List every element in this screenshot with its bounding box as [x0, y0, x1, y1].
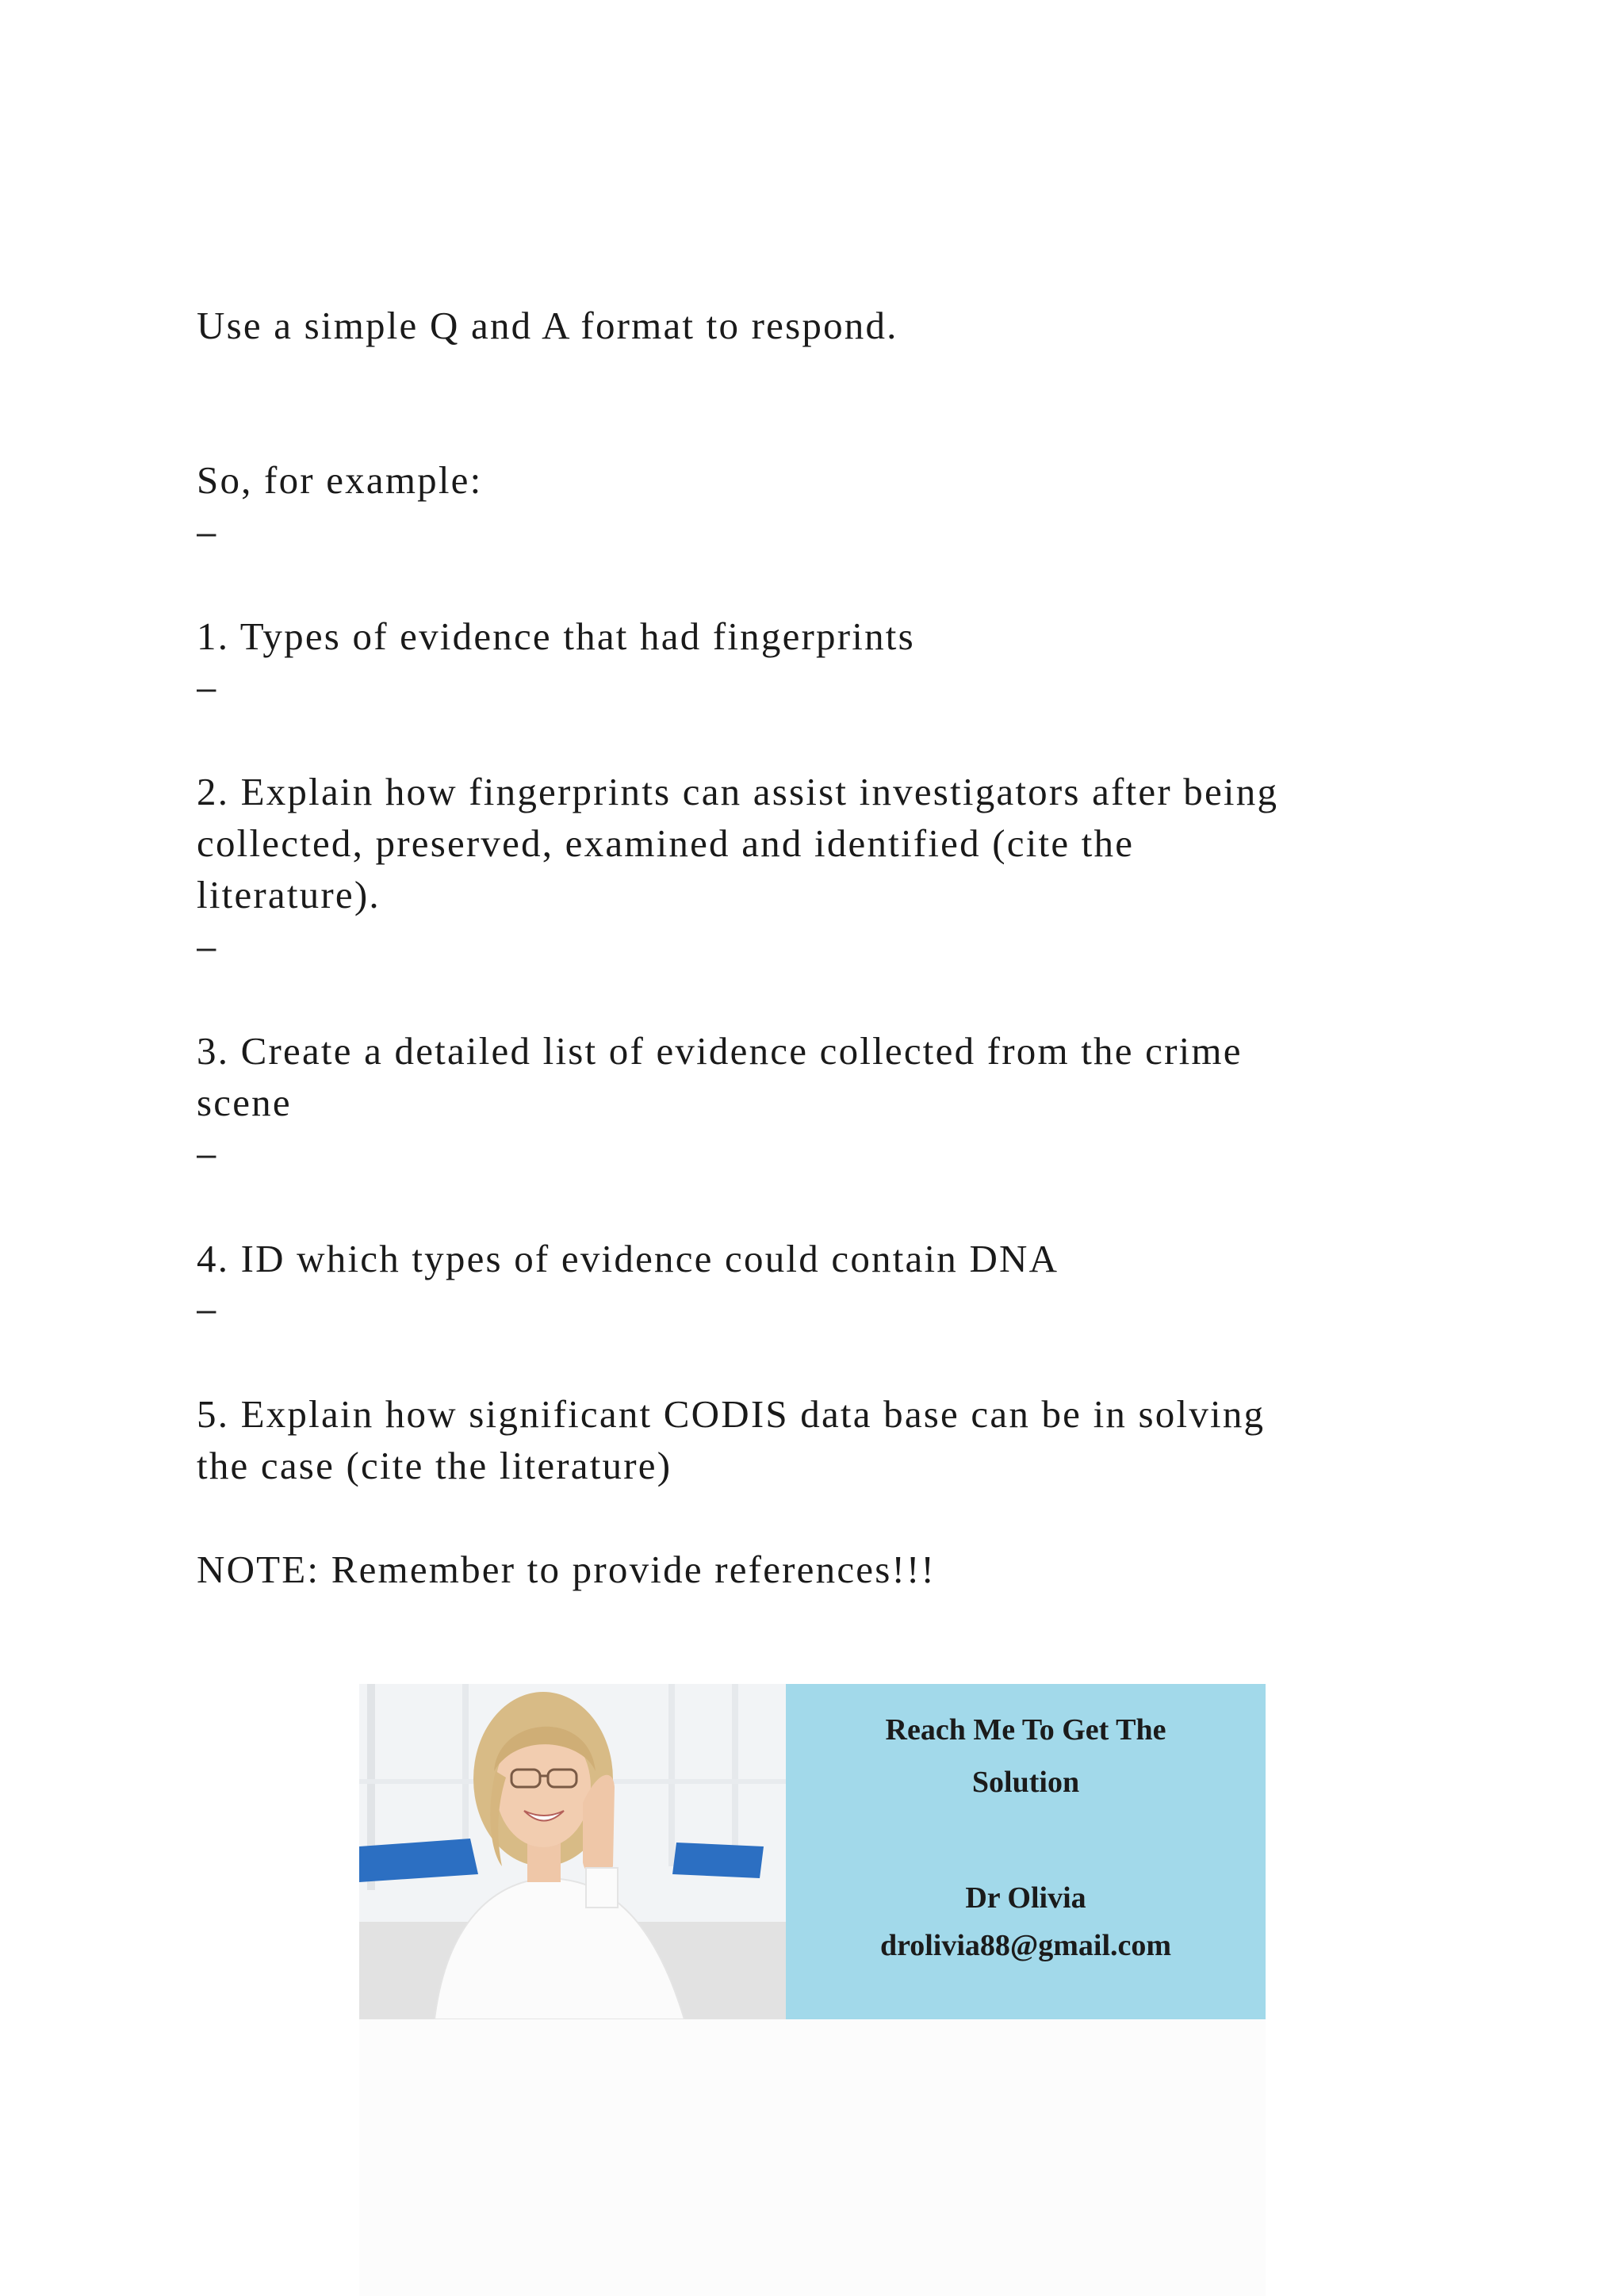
question-2-line-2: collected, preserved, examined and identified (cite the: [197, 821, 1135, 865]
question-3-line-2: scene: [197, 1081, 292, 1124]
example-label: So, for example:: [197, 458, 483, 502]
separator-dash: –: [197, 1135, 216, 1173]
contact-panel: [786, 1684, 1266, 2019]
blank-area: [359, 2019, 1266, 2296]
ad-contact-name: Dr Olivia: [965, 1881, 1086, 1915]
ad-headline-2: Solution: [971, 1766, 1080, 1799]
question-5-line-1: 5. Explain how significant CODIS data base can be in solving: [197, 1392, 1266, 1436]
question-4: 4. ID which types of evidence could contain DNA: [197, 1237, 1059, 1280]
question-3-line-1: 3. Create a detailed list of evidence collected from the crime: [197, 1029, 1243, 1073]
ad-banner: [359, 1684, 1266, 2019]
question-5-line-2: the case (cite the literature): [197, 1444, 672, 1487]
note-text: NOTE: Remember to provide references!!!: [197, 1548, 936, 1591]
separator-dash: –: [197, 1290, 216, 1329]
separator-dash: –: [197, 928, 216, 966]
separator-dash: –: [197, 668, 216, 707]
intro-text: Use a simple Q and A format to respond.: [197, 304, 898, 347]
question-1: 1. Types of evidence that had fingerprints: [197, 614, 915, 658]
ad-headline: Reach Me To Get The: [885, 1713, 1166, 1747]
question-2-line-1: 2. Explain how fingerprints can assist investigators after being: [197, 770, 1279, 813]
question-2-line-3: literature).: [197, 873, 381, 916]
woman-photo: [359, 1684, 786, 2019]
separator-dash: –: [197, 513, 216, 552]
ad-contact-email[interactable]: drolivia88@gmail.com: [879, 1929, 1172, 1962]
